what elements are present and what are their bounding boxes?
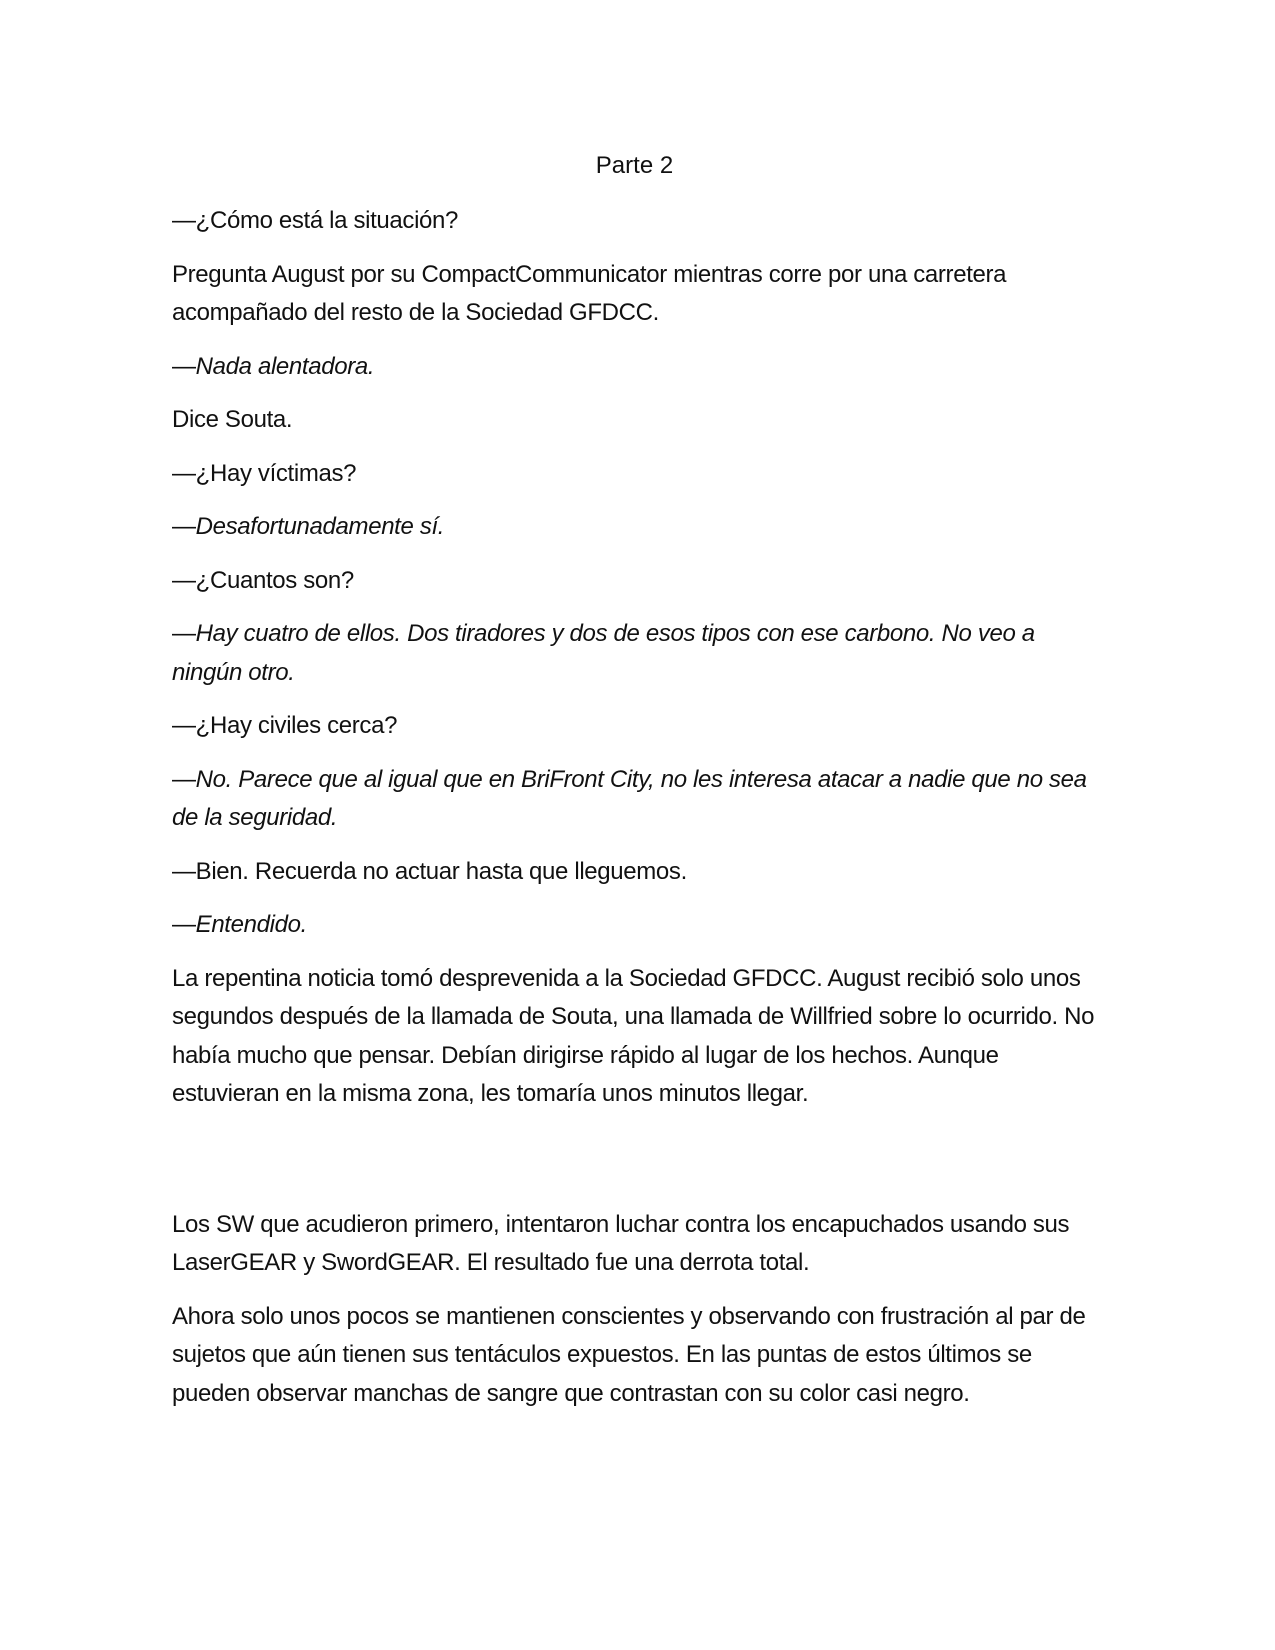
paragraph-text: Entendido.: [195, 911, 307, 938]
paragraph-narration: [172, 256, 1102, 333]
paragraph-dialogue: [172, 455, 1102, 494]
em-dash: —: [172, 459, 196, 487]
em-dash: —: [172, 513, 196, 540]
em-dash: —: [172, 207, 196, 234]
paragraph-dialogue-italic: [172, 906, 1102, 945]
paragraph-text: ¿Hay víctimas?: [195, 459, 357, 487]
paragraph-text: Desafortunadamente sí.: [195, 513, 445, 540]
paragraph-text: Ahora solo unos pocos se mantienen conscientes y observando con frustración al par de sujetos que aún tienen sus tentáculos expuestos. En las puntas de estos últimos se pueden observar manchas de sangre que contrastan con su color casi negro.: [172, 1302, 1086, 1407]
paragraph-dialogue-italic: [172, 348, 1102, 387]
paragraph-text: ¿Cómo está la situación?: [195, 207, 459, 234]
em-dash: —: [172, 857, 196, 885]
paragraph-text: No. Parece que al igual que en BriFront City, no les interesa atacar a nadie que no sea de la seguridad.: [172, 765, 1087, 831]
blank-line-spacer: [172, 1129, 1102, 1206]
paragraph-narration: [172, 960, 1102, 1114]
paragraph-text: ¿Hay civiles cerca?: [195, 712, 398, 739]
paragraph-text: Hay cuatro de ellos. Dos tiradores y dos de esos tipos con ese carbono. No veo a ningún otro.: [172, 620, 1035, 686]
paragraph-text: Pregunta August por su CompactCommunicator mientras corre por una carretera acompañado del resto de la Sociedad GFDCC.: [172, 260, 1007, 326]
heading-text: Parte 2: [595, 152, 674, 179]
em-dash: —: [172, 352, 196, 380]
paragraph-narration: [172, 1206, 1102, 1283]
paragraph-dialogue: [172, 707, 1102, 746]
em-dash: —: [172, 566, 196, 594]
paragraph-text: ¿Cuantos son?: [195, 566, 354, 594]
paragraph-dialogue-italic: [172, 615, 1102, 692]
paragraph-dialogue: [172, 202, 1102, 241]
document-body: [172, 202, 1102, 1428]
paragraph-narration: [172, 1298, 1102, 1414]
em-dash: —: [172, 765, 196, 793]
paragraph-text: Los SW que acudieron primero, intentaron luchar contra los encapuchados usando sus LaserGEAR y SwordGEAR. El resultado fue una derrota total.: [172, 1210, 1070, 1276]
paragraph-text: Bien. Recuerda no actuar hasta que lleguemos.: [195, 857, 687, 885]
paragraph-dialogue-italic: [172, 761, 1102, 838]
em-dash: —: [172, 620, 196, 647]
em-dash: —: [172, 712, 196, 739]
paragraph-dialogue: [172, 853, 1102, 892]
paragraph-text: La repentina noticia tomó desprevenida a la Sociedad GFDCC. August recibió solo unos segundos después de la llamada de Souta, una llamada de Willfried sobre lo ocurrido. No había mucho que pensar. Debían dirigirse rápido al lugar de los hechos. Aunque estuvieran en la misma zona, les tomaría unos minutos llegar.: [172, 964, 1095, 1107]
em-dash: —: [172, 911, 196, 938]
paragraph-text: Dice Souta.: [172, 406, 293, 433]
paragraph-dialogue: [172, 562, 1102, 601]
paragraph-text: Nada alentadora.: [195, 352, 375, 380]
page-heading: [0, 148, 1275, 184]
paragraph-dialogue-italic: [172, 508, 1102, 547]
paragraph-narration: [172, 401, 1102, 440]
